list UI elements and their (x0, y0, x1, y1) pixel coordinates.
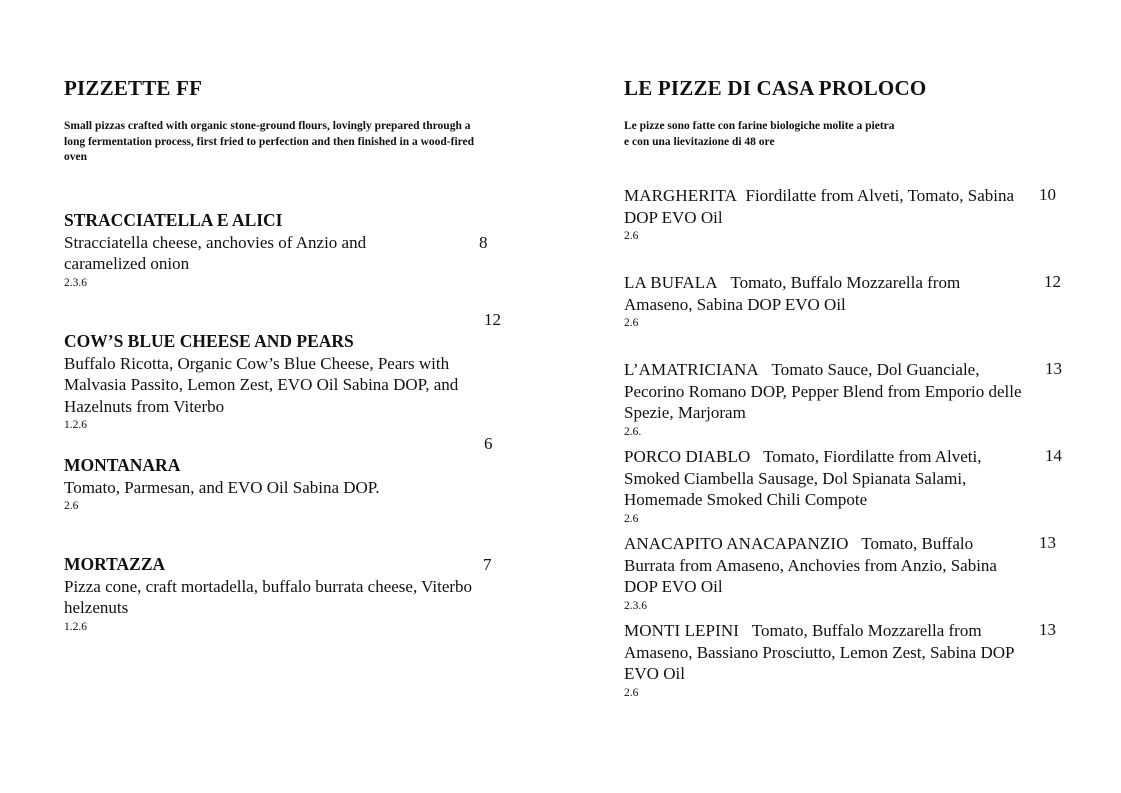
item-allergens: 1.2.6 (64, 419, 87, 431)
item-name: ANACAPITO ANACAPANZIO (624, 534, 849, 553)
item-price: 14 (1045, 446, 1062, 465)
item-name: MONTANARA (64, 455, 181, 475)
item-text (624, 620, 1024, 685)
item-allergens: 2.6 (624, 686, 639, 699)
item-description: Tomato, Buffalo Mozzarella from Amaseno, Bassiano Prosciutto, Lemon Zest, Sabina DOP EVO Oil (624, 621, 1014, 683)
item-description: Fiordilatte from Alveti, Tomato, Sabina DOP EVO Oil (624, 186, 1015, 227)
intro-line: e con una lievitazione di 48 ore (624, 135, 775, 148)
item-description: Stracciatella cheese, anchovies of Anzio and caramelized onion (64, 232, 367, 273)
item-description: Pizza cone, craft mortadella, buffalo burrata cheese, Viterbo helzenuts (64, 576, 473, 617)
item-allergens: 2.6 (624, 317, 639, 329)
menu-item (64, 554, 484, 634)
menu-item (624, 533, 1024, 613)
item-price: 13 (1045, 359, 1062, 378)
menu-item (624, 185, 1024, 243)
item-text (624, 533, 1024, 598)
item-text (624, 272, 1024, 315)
item-price: 8 (479, 233, 488, 252)
item-price: 12 (484, 310, 501, 329)
menu-item (624, 272, 1024, 330)
item-allergens: 2.6. (624, 425, 642, 438)
item-text (624, 446, 1024, 511)
section-title: PIZZETTE FF (64, 76, 203, 100)
item-price: 13 (1039, 533, 1056, 552)
item-description: Buffalo Ricotta, Organic Cow’s Blue Cheese, Pears with Malvasia Passito, Lemon Zest, EVO Oil Sabina DOP, and Hazelnuts from Viterbo (64, 353, 459, 416)
section-intro: Small pizzas crafted with organic stone-ground flours, lovingly prepared through a long fermentation process, first fried to perfection and then finished in a wood-fired oven (64, 120, 475, 163)
item-name: L’AMATRICIANA (624, 360, 759, 379)
item-name: COW’S BLUE CHEESE AND PEARS (64, 331, 354, 351)
item-allergens: 2.6 (64, 500, 79, 512)
item-description: Tomato, Fiordilatte from Alveti, Smoked Ciambella Sausage, Dol Spianata Salami, Homemade Smoked Chili Compote (624, 447, 982, 509)
item-description: Tomato Sauce, Dol Guanciale, Pecorino Romano DOP, Pepper Blend from Emporio delle Spezie, Marjoram (624, 360, 1022, 422)
item-price: 7 (483, 555, 492, 574)
item-allergens: 2.3.6 (624, 599, 647, 612)
item-name: LA BUFALA (624, 273, 718, 292)
menu-item (624, 359, 1024, 439)
menu-item (64, 210, 484, 290)
item-name: MARGHERITA (624, 186, 737, 205)
item-price: 6 (484, 434, 493, 453)
section-title: LE PIZZE DI CASA PROLOCO (624, 76, 927, 100)
item-description: Tomato, Buffalo Burrata from Amaseno, Anchovies from Anzio, Sabina DOP EVO Oil (624, 534, 997, 596)
item-name: MORTAZZA (64, 554, 166, 574)
section-intro (624, 119, 1064, 150)
item-description: Tomato, Buffalo Mozzarella from Amaseno, Sabina DOP EVO Oil (624, 273, 961, 314)
menu-item (624, 620, 1024, 700)
item-price: 12 (1044, 272, 1061, 291)
item-allergens: 2.6 (624, 230, 639, 242)
item-allergens: 1.2.6 (64, 620, 87, 633)
item-price: 13 (1039, 620, 1056, 639)
item-name: MONTI LEPINI (624, 621, 739, 640)
intro-line: Le pizze sono fatte con farine biologiche molite a pietra (624, 120, 895, 132)
item-text (624, 359, 1024, 424)
menu-item (64, 455, 484, 513)
item-allergens: 2.6 (624, 512, 639, 525)
item-price: 10 (1039, 185, 1056, 204)
menu-item (624, 446, 1024, 526)
item-text (624, 185, 1024, 228)
menu-item (64, 331, 484, 432)
item-name: STRACCIATELLA E ALICI (64, 210, 283, 230)
item-name: PORCO DIABLO (624, 447, 751, 466)
item-description: Tomato, Parmesan, and EVO Oil Sabina DOP. (64, 477, 380, 497)
item-allergens: 2.3.6 (64, 276, 87, 289)
